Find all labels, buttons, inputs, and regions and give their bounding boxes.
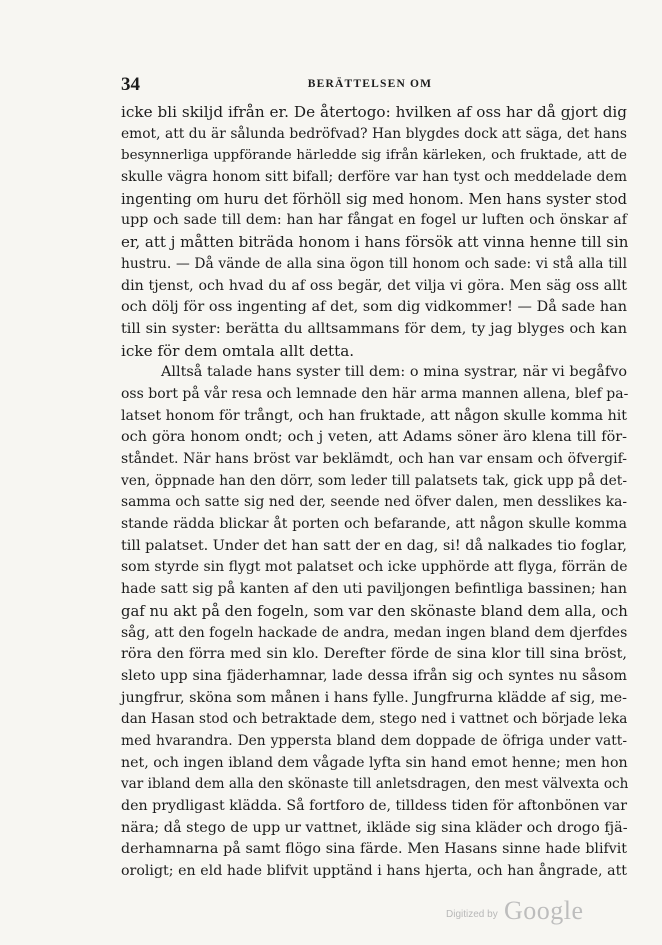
text-line: såg, att den fogeln hackade de andra, medan ingen bland dem djerfdes [121,624,628,641]
text-line: stande rädda blickar åt porten och befarande, att någon skulle komma [121,516,627,533]
text-line: med hvarandra. Den yppersta bland dem doppade de öfriga under vatt- [121,732,627,749]
text-line: ståndet. När hans bröst var beklämdt, och han var ensam och öfvergif- [121,451,627,467]
text-line: ven, öppnade han den dörr, som leder till palatsets tak, gick upp på det- [121,472,627,489]
text-line: din tjenst, och hvad du af oss begär, det vilja vi göra. Men säg oss allt [121,277,627,294]
page-header [121,74,619,98]
text-line: emot, att du är sålunda bedröfvad? Han blygdes dock att säga, det hans [121,125,627,142]
text-line: var ibland dem alla den skönaste till anletsdragen, den mest välvexta och [121,776,629,793]
text-line: net, och ingen ibland dem vågade lyfta sin hand emot henne; men hon [121,754,628,771]
text-line: till palatset. Under det han satt der en dag, si! då nalkades tio foglar, [121,537,627,554]
text-line: som styrde sin flygt mot palatset och icke upphörde att flyga, förrän de [121,559,628,576]
text-line: hustru. — Då vände de alla sina ögon till honom och sade: vi stå alla till [121,255,627,272]
text-line: hade satt sig på kanten af den uti paviljongen befintliga bassinen; han [121,581,627,598]
text-line: samma och satte sig ned der, seende ned öfver dalen, men desslikes ka- [121,494,627,511]
text-line: oss bort på vår resa och lemnade den här arma mannen allena, blef pa- [121,385,629,402]
text-line: icke bli skiljd ifrån er. De återtogo: hvilken af oss har då gjort dig [121,103,627,121]
text-line: nära; då stego de upp ur vattnet, ikläde sig sina kläder och drogo fjä- [121,819,628,836]
text-line: Alltså talade hans syster till dem: o mina systrar, när vi begåfvo [161,364,627,381]
body-text [121,102,627,883]
text-line: icke för dem omtala allt detta. [121,341,355,360]
text-line: derhamnarna på samt flögo sina färde. Men Hasans sinne hade blifvit [121,841,627,858]
text-line: röra den förra med sin klo. Derefter förde de sina klor till sina bröst, [121,646,627,663]
text-line: besynnerliga uppförande härledde sig ifrån kärleken, och fruktade, att de [121,148,627,164]
google-logo-text: Google [504,896,584,925]
text-line: gaf nu akt på den fogeln, som var den skönaste bland dem alla, och [121,602,628,620]
digitized-by-label: Digitized by [446,909,498,920]
text-line: skulle vägra honom sitt bifall; derföre var han tyst och meddelade dem [121,169,627,186]
page-number: 34 [121,74,140,95]
text-line: oroligt; en eld hade blifvit upptänd i hans hjerta, och han ångrade, att [121,863,627,880]
text-line: ingenting om huru det förhöll sig med honom. Men hans syster stod [121,190,627,208]
text-line: den prydligast klädda. Så fortforo de, tilldess tiden för aftonbönen var [121,798,627,814]
digitization-watermark [446,896,586,926]
running-head: BERÄTTELSEN OM [307,78,433,90]
text-line: jungfrur, sköna som månen i hans fylle. Jungfrurna klädde af sig, me- [121,689,627,706]
text-line: och dölj för oss ingenting af det, som dig vidkommer! — Då sade han [121,299,627,316]
text-line: till sin syster: berätta du alltsammans för dem, ty jag blyges och kan [121,320,627,337]
text-line: er, att j måtten biträda honom i hans försök att vinna henne till sin [121,233,629,252]
text-line: sleto upp sina fjäderhamnar, lade dessa ifrån sig och syntes nu såsom [121,667,627,684]
text-line: och göra honom ondt; och j veten, att Adams söner äro klena till för- [121,429,627,446]
text-line: dan Hasan stod och betraktade dem, stego ned i vattnet och började leka [121,711,628,728]
text-line: latset honom för trångt, och han fruktade, att någon skulle komma hit [121,407,627,424]
text-line: upp och sade till dem: han har fångat en fogel ur luften och önskar af [121,212,627,229]
